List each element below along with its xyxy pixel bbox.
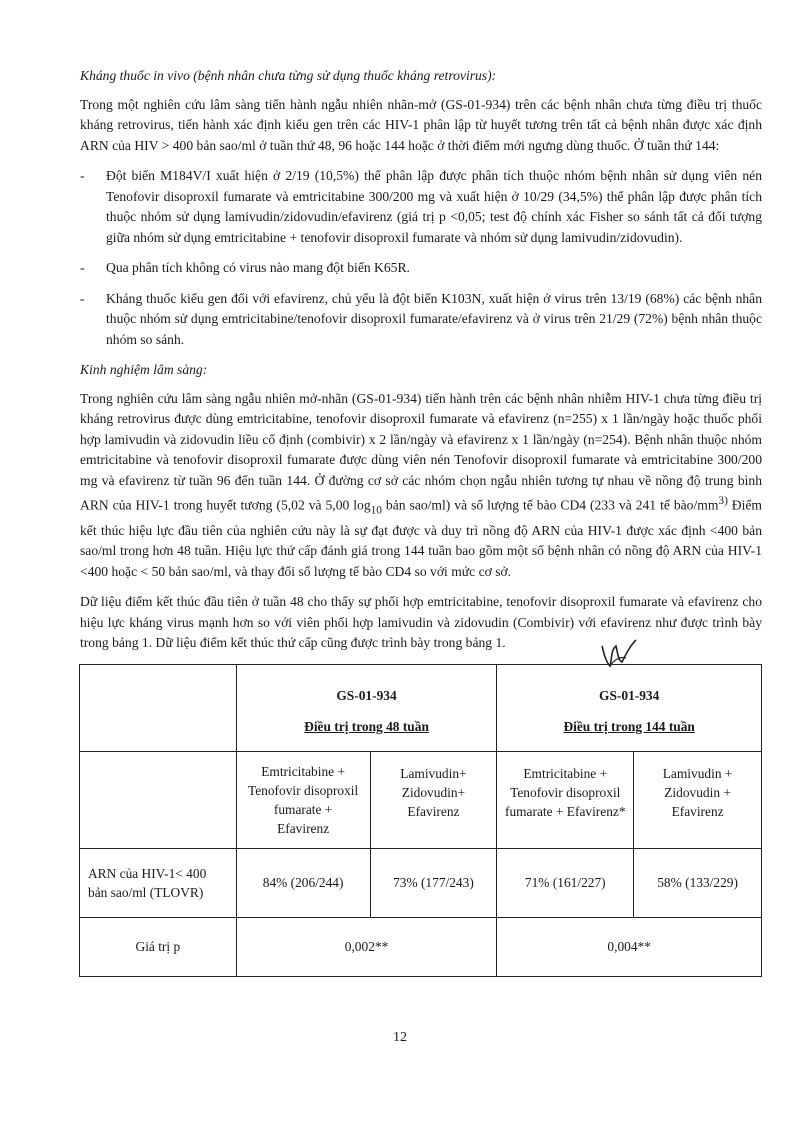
- paragraph-endpoint-data: Dữ liệu điểm kết thúc đầu tiên ở tuần 48 cho thấy sự phối hợp emtricitabine, tenofovir disoproxil fumarate và efavirenz cho hiệu lực kháng virus mạnh hơn so với viên phối hợp lamivudin và zidovudin (Combivir) với efavirenz như được trình bày trong bảng 1. Dữ liệu điểm kết thúc thứ cấp cũng được trình bày trong bảng 1.: [80, 594, 762, 651]
- row-label-line: bản sao/ml (TLOVR): [88, 884, 204, 900]
- arm-line: Emtricitabine +: [523, 765, 608, 781]
- bullet-item: - Kháng thuốc kiểu gen đối với efavirenz, chủ yếu là đột biến K103N, xuất hiện ở virus trên 13/19 (68%) các bệnh nhân thuộc nhóm sử dụng emtricitabine/tenofovir disoproxil fumarate/efavirenz và ở virus trên 21/29 (72%) bệnh nhân thuộc nhóm so sánh.: [80, 289, 762, 351]
- arm-header-cell: [236, 751, 370, 848]
- text-segment: Điểm kết thúc hiệu lực đầu tiên của nghiên cứu này là sự đạt được và duy trì nồng độ ARN của HIV-1 được xác định <400 bản sao/ml trong hơn 48 tuần. Hiệu lực thứ cấp đánh giá trong 144 tuần bao gồm một số bệnh nhân có nồng độ ARN của HIV-1 <400 hoặc < 50 bản sao/ml, và thay đổi số lượng tế bào CD4 so với mức cơ sở.: [80, 497, 763, 579]
- value-cell: 0,002**: [236, 917, 497, 976]
- handwritten-initials: [596, 636, 640, 670]
- bullet-item: - Đột biến M184V/I xuất hiện ở 2/19 (10,5%) thể phân lập được phân tích thuộc nhóm bệnh nhân sử dụng viên nén Tenofovir disoproxil fumarate và emtricitabine 300/200 mg và xuất hiện ở 10/29 (34,5%) thể phân lập được phân tích thuộc nhóm sử dụng lamivudin/zidovudin/efavirenz (giá trị p <0,05; test độ chính xác Fisher so sánh tất cả đối tượng giữa nhóm sử dụng emtricitabine + tenofovir disoproxil fumarate và nhóm sử dụng lamivudin/zidovudin).: [80, 166, 762, 248]
- row-label-line: ARN của HIV-1< 400: [88, 865, 207, 881]
- document-page: [80, 66, 762, 977]
- arm-line: Emtricitabine +: [261, 763, 345, 779]
- bullet-item: - Qua phân tích không có virus nào mang đột biến K65R.: [80, 258, 762, 279]
- text-segment: Trong nghiên cứu lâm sàng ngẫu nhiên mở-nhãn (GS-01-934) tiến hành trên các bệnh nhân nhiễm HIV-1 chưa từng điều trị kháng retrovirus được dùng emtricitabine, tenofovir disoproxil fumarate và efavirenz (n=255) x 1 lần/ngày hoặc thuốc phối hợp lamivudin và zidovudin liều cố định (combivir) x 2 lần/ngày và efavirenz x 1 lần/ngày (n=254). Bệnh nhân thuộc nhóm emtricitabine và tenofovir disoproxil fumarate được dùng viên nén Tenofovir disoproxil fumarate và emtricitabine 300/200 mg và efavirenz từ tuần 96 đến tuần 144. Ở đường cơ sở các nhóm chọn ngẫu nhiên tương tự nhau về nồng độ trung bình ARN của HIV-1 trong huyết tương (5,02 và 5,00 log: [80, 390, 762, 513]
- arm-header-cell: [497, 751, 634, 848]
- treatment-period: Điều trị trong 144 tuần: [563, 718, 695, 734]
- arm-line: Tenofovir disoproxil: [247, 782, 359, 798]
- arm-line: Tenofovir disoproxil: [510, 784, 621, 800]
- table-row: [80, 751, 762, 848]
- table-row: [80, 664, 762, 751]
- text-segment: bản sao/ml) và số lượng tế bào CD4 (233 và 241 tế bào/mm: [381, 497, 719, 513]
- table-cell: [80, 751, 237, 848]
- arm-line: Efavirenz: [671, 803, 724, 819]
- subscript: 10: [370, 504, 382, 517]
- study-id: GS-01-934: [599, 687, 660, 703]
- value-cell: 0,004**: [497, 917, 762, 976]
- page-number: 12: [393, 1030, 407, 1045]
- superscript: 3): [718, 495, 728, 507]
- bullet-list: [80, 166, 762, 350]
- value-cell: 71% (161/227): [497, 848, 634, 917]
- arm-line: fumarate +: [273, 801, 333, 817]
- study-id: GS-01-934: [336, 687, 397, 703]
- results-table: [79, 664, 762, 977]
- table-row: [80, 917, 762, 976]
- value-cell: 58% (133/229): [634, 848, 762, 917]
- value-cell: 73% (177/243): [370, 848, 497, 917]
- paragraph-clinical-study: [80, 389, 762, 583]
- table-corner-cell: [80, 664, 237, 751]
- arm-line: Zidovudin +: [664, 784, 731, 800]
- arm-line: Lamivudin+: [400, 765, 467, 781]
- arm-line: Efavirenz: [277, 820, 330, 836]
- arm-header-cell: [370, 751, 497, 848]
- arm-header-cell: [634, 751, 762, 848]
- group-header-cell: [236, 664, 497, 751]
- arm-line: Zidovudin+: [401, 784, 466, 800]
- row-label-cell: Giá trị p: [80, 917, 237, 976]
- paragraph-resistance-intro: Trong một nghiên cứu lâm sàng tiến hành ngẫu nhiên nhãn-mở (GS-01-934) trên các bệnh nhân chưa từng điều trị thuốc kháng retrovirus, tiến hành xác định kiểu gen trên các HIV-1 phân lập từ huyết tương trên tất cả bệnh nhân được xác định ARN của HIV > 400 bản sao/ml ở tuần thứ 48, 96 hoặc 144 hoặc ở thời điểm mới ngưng dùng thuốc. Ở tuần thứ 144:: [80, 96, 762, 153]
- group-header-cell: [497, 664, 762, 751]
- section-heading-resistance: Kháng thuốc in vivo (bệnh nhân chưa từng sử dụng thuốc kháng retrovirus):: [80, 68, 497, 83]
- table-row: [80, 848, 762, 917]
- arm-line: fumarate + Efavirenz*: [504, 803, 626, 819]
- row-label-cell: [80, 848, 237, 917]
- treatment-period: Điều trị trong 48 tuần: [304, 718, 429, 734]
- arm-line: Efavirenz: [407, 803, 460, 819]
- value-cell: 84% (206/244): [236, 848, 370, 917]
- section-heading-clinical: Kinh nghiệm lâm sàng:: [80, 362, 208, 377]
- arm-line: Lamivudin +: [662, 765, 733, 781]
